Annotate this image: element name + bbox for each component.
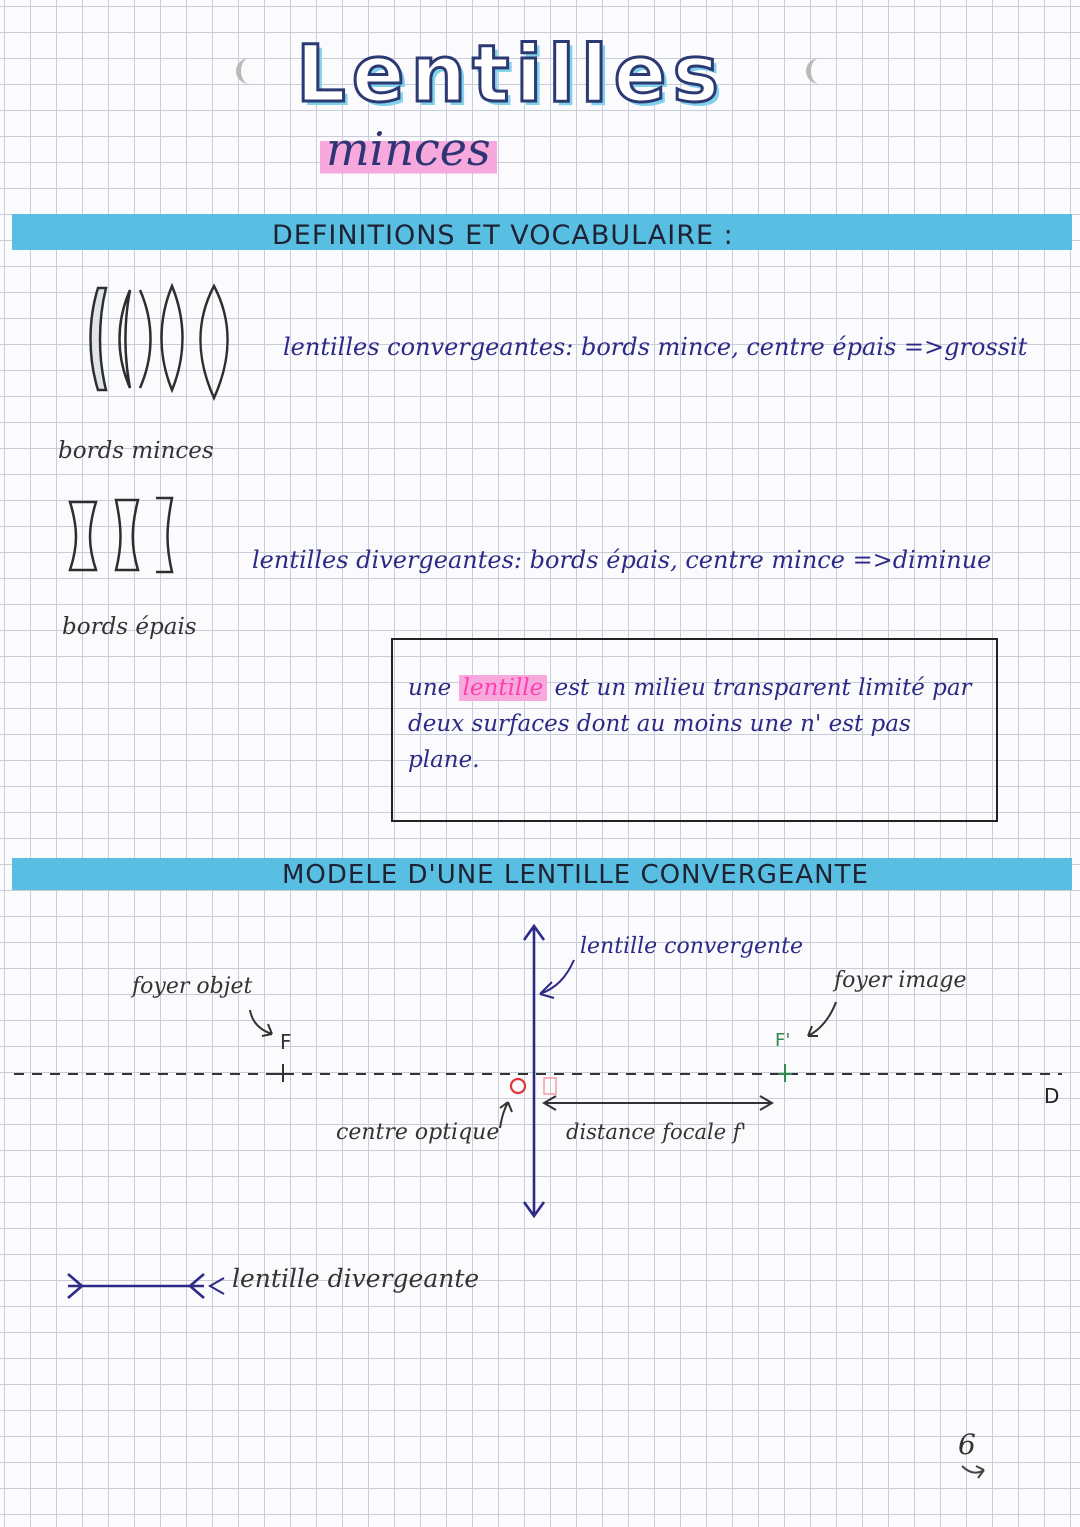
definition-highlight: lentille (459, 675, 548, 701)
optical-center-mark (544, 1078, 556, 1094)
page-subtitle: minces (320, 122, 497, 176)
definition-text (408, 670, 983, 778)
focus-F-label: F (280, 1030, 292, 1054)
lens-label: lentille convergente (580, 934, 804, 959)
diverging-lens-sketches (70, 498, 172, 572)
page-number: 6 (958, 1428, 976, 1461)
optical-center-label: centre optique (336, 1120, 500, 1145)
optical-center-arrow (500, 1102, 512, 1128)
definition-after: est un milieu transparent limité par deux surfaces dont au moins une n' est pas plane. (408, 675, 972, 773)
diverging-lens-definition: lentilles divergeantes: bords épais, centre mince =>diminue (252, 546, 992, 574)
page-number-arrow (962, 1466, 984, 1478)
diverging-lens-symbol (68, 1274, 204, 1298)
definition-before: une (408, 675, 452, 701)
focus-Fprime-mark (778, 1064, 792, 1082)
diverging-caption: bords épais (62, 614, 197, 640)
axis-label-D: D (1044, 1084, 1060, 1108)
object-focus-label: foyer objet (132, 974, 253, 999)
converging-lens-definition: lentilles convergeantes: bords mince, centre épais =>grossit (283, 333, 1028, 361)
focal-distance-label: distance focale f' (566, 1120, 747, 1144)
section-heading-definitions: DEFINITIONS ET VOCABULAIRE : (272, 220, 734, 251)
page-title: Lentilles (296, 30, 725, 120)
diverging-symbol-label: lentille divergeante (232, 1264, 480, 1293)
section-heading-model: MODELE D'UNE LENTILLE CONVERGEANTE (282, 860, 869, 890)
image-focus-label: foyer image (834, 968, 967, 993)
focus-F-mark (276, 1064, 290, 1082)
object-focus-arrow (250, 1010, 272, 1036)
converging-lens-symbol (524, 926, 544, 1216)
focal-distance-arrow (544, 1096, 772, 1110)
image-focus-arrow (808, 1002, 836, 1036)
optical-center-O-circle (511, 1079, 525, 1093)
converging-lens-sketches (91, 286, 228, 398)
lens-label-arrow (540, 960, 574, 998)
diverging-label-arrow (210, 1278, 224, 1294)
focus-Fprime-label: F' (775, 1030, 791, 1051)
converging-caption: bords minces (58, 438, 214, 464)
